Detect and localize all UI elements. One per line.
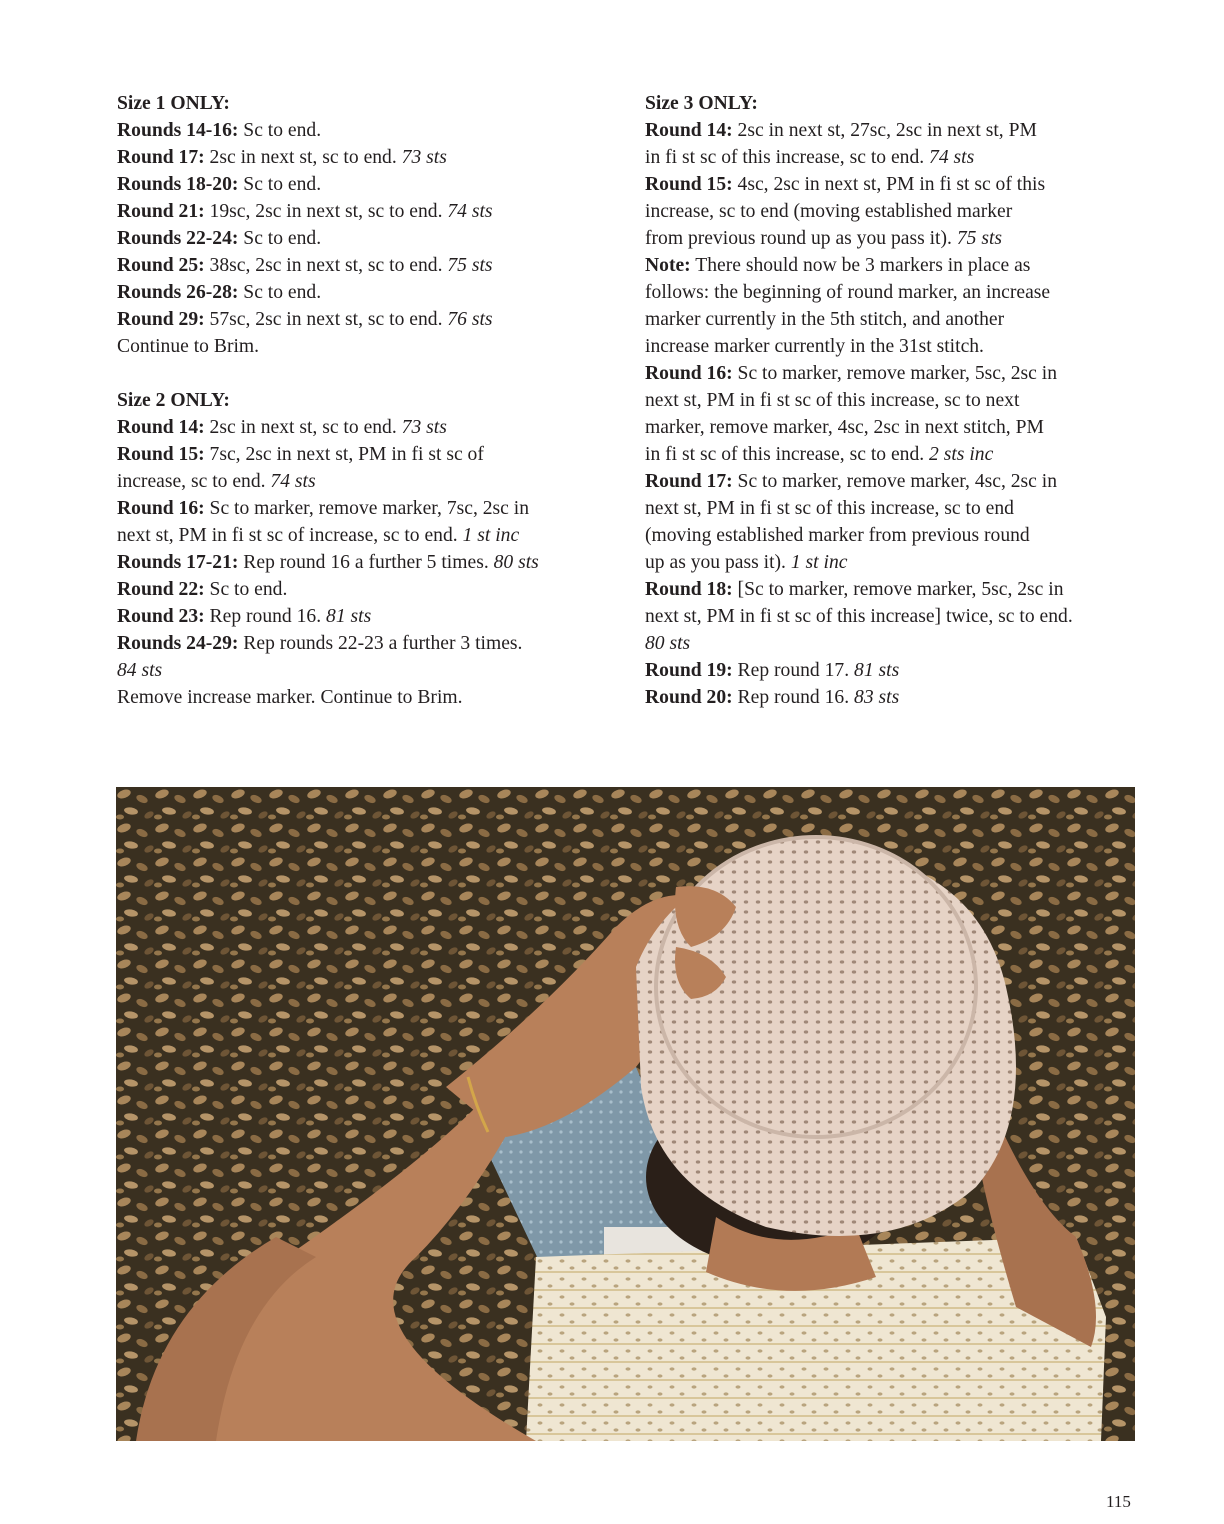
round-label: Round 18: — [645, 579, 733, 600]
instruction-text: Sc to end. — [238, 120, 322, 141]
instruction-line — [645, 657, 1145, 684]
stitch-count: 75 sts — [956, 228, 1003, 249]
round-label: Round 23: — [117, 606, 205, 627]
instruction-line — [645, 252, 1145, 279]
size3-instructions — [645, 117, 1145, 711]
instruction-line — [645, 225, 1145, 252]
instruction-line — [645, 468, 1145, 495]
instruction-text: Rep round 17. — [732, 660, 855, 681]
instruction-text: 7sc, 2sc in next st, PM in fi st sc of — [204, 444, 484, 465]
instruction-text: Rep round 16. — [204, 606, 327, 627]
instruction-line — [117, 252, 607, 279]
stitch-count: 76 sts — [447, 309, 493, 330]
instruction-line — [645, 333, 1145, 360]
stitch-count: 2 sts inc — [929, 444, 994, 465]
instruction-line — [117, 603, 607, 630]
instruction-text: in fi st sc of this increase, sc to end. — [645, 147, 930, 168]
size1-heading: Size 1 ONLY: — [117, 93, 230, 114]
instruction-text: Rep rounds 22-23 a further 3 times. — [238, 633, 523, 654]
instruction-line — [645, 630, 1145, 657]
instruction-line — [117, 549, 607, 576]
stitch-count: 83 sts — [854, 687, 900, 708]
instruction-line — [117, 414, 607, 441]
instruction-line — [645, 684, 1145, 711]
round-label: Rounds 17-21: — [117, 552, 239, 573]
instruction-text: next st, PM in fi st sc of this increase] twice, sc to end. — [645, 606, 1073, 627]
instruction-text: follows: the beginning of round marker, an increase — [645, 282, 1051, 303]
round-label: Round 14: — [117, 417, 205, 438]
round-label: Rounds 24-29: — [117, 633, 239, 654]
stitch-count: 80 sts — [645, 633, 691, 654]
size1-instructions — [117, 117, 607, 333]
instruction-text: (moving established marker from previous round — [645, 525, 1030, 546]
round-label: Round 19: — [645, 660, 733, 681]
instruction-text: increase, sc to end (moving established marker — [645, 201, 1013, 222]
round-label: Round 17: — [117, 147, 205, 168]
instruction-text: marker currently in the 5th stitch, and another — [645, 309, 1005, 330]
instruction-text: next st, PM in fi st sc of increase, sc to end. — [117, 525, 463, 546]
instruction-line — [117, 279, 607, 306]
instruction-text: Sc to end. — [238, 228, 322, 249]
round-label: Round 29: — [117, 309, 205, 330]
instruction-line — [117, 198, 607, 225]
instruction-line — [117, 657, 607, 684]
stitch-count: 80 sts — [493, 552, 539, 573]
round-label: Rounds 26-28: — [117, 282, 239, 303]
instruction-line — [117, 144, 607, 171]
instruction-line — [645, 306, 1145, 333]
instruction-line — [117, 171, 607, 198]
round-label: Round 14: — [645, 120, 733, 141]
round-label: Round 15: — [117, 444, 205, 465]
stitch-count: 74 sts — [270, 471, 316, 492]
spacer — [117, 360, 607, 387]
instruction-text: next st, PM in fi st sc of this increase, sc to end — [645, 498, 1014, 519]
instruction-line — [645, 522, 1145, 549]
instruction-line — [117, 630, 607, 657]
size2-closing: Remove increase marker. Continue to Brim. — [117, 687, 463, 708]
instruction-line — [117, 441, 607, 468]
stitch-count: 1 st inc — [462, 525, 520, 546]
round-label: Rounds 22-24: — [117, 228, 239, 249]
round-label: Round 17: — [645, 471, 733, 492]
round-label: Rounds 18-20: — [117, 174, 239, 195]
instruction-line — [645, 603, 1145, 630]
instruction-text: Sc to marker, remove marker, 7sc, 2sc in — [204, 498, 529, 519]
instruction-text: in fi st sc of this increase, sc to end. — [645, 444, 930, 465]
instruction-line — [645, 360, 1145, 387]
left-column — [117, 90, 607, 711]
stitch-count: 84 sts — [117, 660, 163, 681]
instruction-line — [117, 468, 607, 495]
instruction-text: 57sc, 2sc in next st, sc to end. — [204, 309, 448, 330]
instruction-line — [117, 117, 607, 144]
round-label: Round 22: — [117, 579, 205, 600]
stitch-count: 1 st inc — [790, 552, 848, 573]
instruction-text: Sc to marker, remove marker, 5sc, 2sc in — [732, 363, 1057, 384]
instruction-text: Sc to end. — [238, 174, 322, 195]
stitch-count: 81 sts — [854, 660, 900, 681]
instruction-line — [117, 522, 607, 549]
instruction-text: 2sc in next st, sc to end. — [204, 147, 402, 168]
round-label: Round 16: — [117, 498, 205, 519]
instruction-line — [645, 144, 1145, 171]
instruction-text: from previous round up as you pass it). — [645, 228, 957, 249]
instruction-text: 2sc in next st, sc to end. — [204, 417, 402, 438]
round-label: Note: — [645, 255, 691, 276]
round-label: Round 16: — [645, 363, 733, 384]
instruction-text: 19sc, 2sc in next st, sc to end. — [204, 201, 448, 222]
instruction-text: There should now be 3 markers in place as — [690, 255, 1031, 276]
size2-instructions — [117, 414, 607, 684]
instruction-text: marker, remove marker, 4sc, 2sc in next stitch, PM — [645, 417, 1044, 438]
stitch-count: 74 sts — [447, 201, 493, 222]
instruction-line — [645, 117, 1145, 144]
stitch-count: 73 sts — [401, 147, 447, 168]
instruction-line — [117, 576, 607, 603]
size2-heading: Size 2 ONLY: — [117, 390, 230, 411]
right-column — [645, 90, 1145, 711]
instruction-line — [645, 279, 1145, 306]
round-label: Round 25: — [117, 255, 205, 276]
round-label: Round 21: — [117, 201, 205, 222]
stitch-count: 75 sts — [447, 255, 493, 276]
instruction-text: Rep round 16. — [732, 687, 855, 708]
instruction-line — [645, 441, 1145, 468]
page-number: 115 — [1106, 1492, 1131, 1511]
stitch-count: 74 sts — [929, 147, 975, 168]
instruction-text: 38sc, 2sc in next st, sc to end. — [204, 255, 448, 276]
instruction-line — [645, 387, 1145, 414]
instruction-line — [645, 549, 1145, 576]
hat-photo — [116, 787, 1135, 1441]
instruction-text: Sc to end. — [238, 282, 322, 303]
instruction-line — [645, 171, 1145, 198]
instruction-text: increase marker currently in the 31st stitch. — [645, 336, 984, 357]
instruction-text: [Sc to marker, remove marker, 5sc, 2sc in — [732, 579, 1064, 600]
instruction-text: up as you pass it). — [645, 552, 791, 573]
round-label: Rounds 14-16: — [117, 120, 239, 141]
round-label: Round 15: — [645, 174, 733, 195]
photo-illustration — [116, 787, 1135, 1441]
instruction-line — [117, 225, 607, 252]
round-label: Round 20: — [645, 687, 733, 708]
stitch-count: 73 sts — [401, 417, 447, 438]
instruction-line — [117, 306, 607, 333]
instruction-line — [645, 495, 1145, 522]
instruction-line — [645, 576, 1145, 603]
instruction-line — [645, 198, 1145, 225]
instruction-line — [117, 495, 607, 522]
instruction-text: Sc to end. — [204, 579, 288, 600]
size3-heading: Size 3 ONLY: — [645, 93, 758, 114]
instruction-text: next st, PM in fi st sc of this increase, sc to next — [645, 390, 1020, 411]
instruction-text: increase, sc to end. — [117, 471, 271, 492]
instruction-text: Sc to marker, remove marker, 4sc, 2sc in — [732, 471, 1057, 492]
instruction-line — [645, 414, 1145, 441]
instruction-text: Rep round 16 a further 5 times. — [238, 552, 494, 573]
instruction-text: 2sc in next st, 27sc, 2sc in next st, PM — [732, 120, 1037, 141]
instruction-text: 4sc, 2sc in next st, PM in fi st sc of this — [732, 174, 1046, 195]
stitch-count: 81 sts — [326, 606, 372, 627]
size1-closing: Continue to Brim. — [117, 336, 260, 357]
